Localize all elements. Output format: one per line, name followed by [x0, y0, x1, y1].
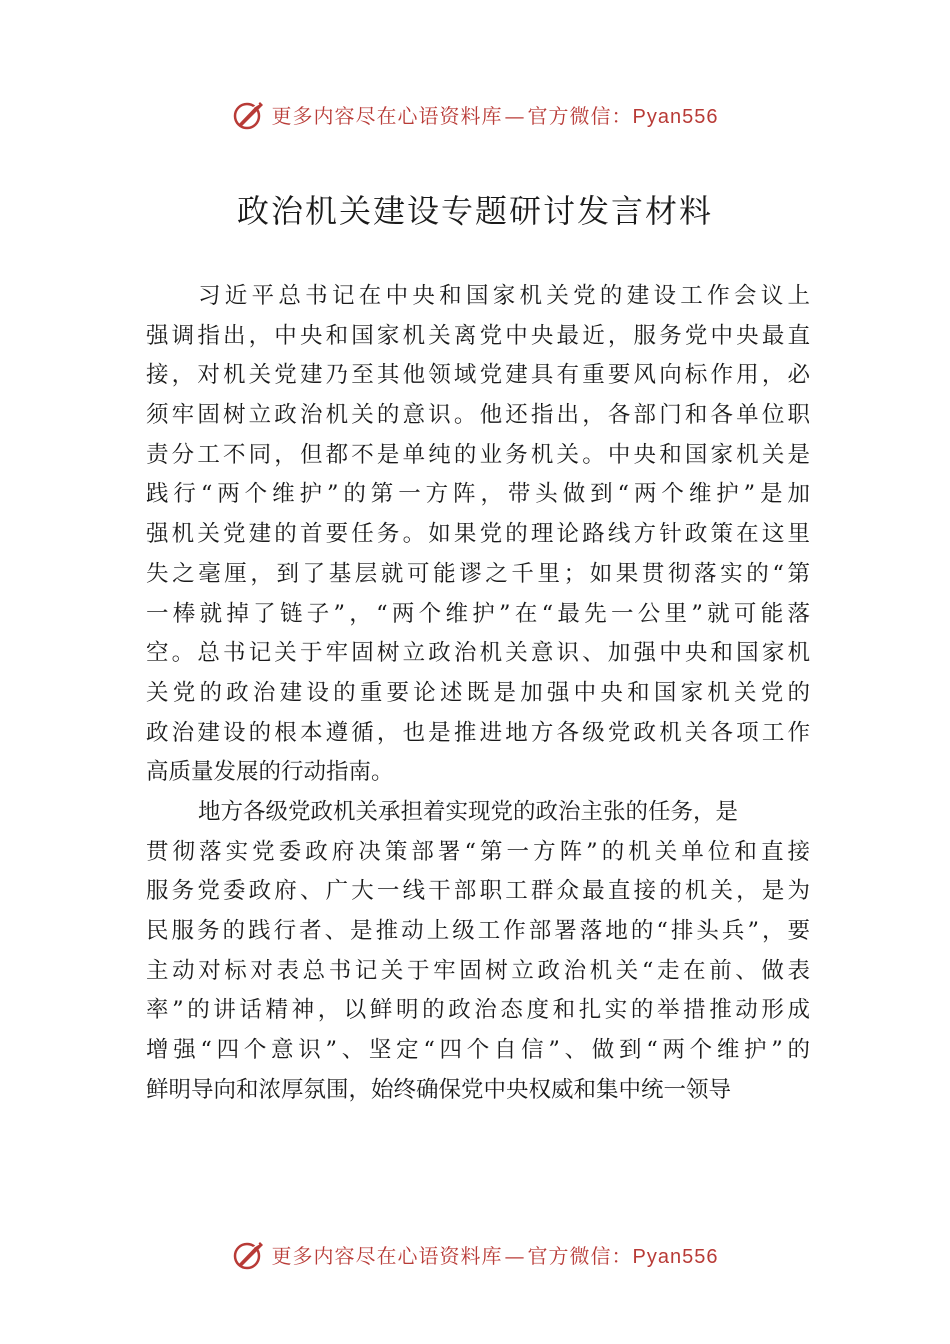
- text-line: 失之毫厘，到了基层就可能谬之千里；如果贯彻落实的“第: [146, 560, 810, 587]
- text-line: 高质量发展的行动指南。: [146, 759, 394, 786]
- banner-separator: —: [504, 1243, 526, 1268]
- page-title: 政治机关建设专题研讨发言材料: [236, 192, 713, 230]
- text-line: 强调指出，中央和国家机关离党中央最近，服务党中央最直: [146, 322, 810, 349]
- text-line: 接，对机关党建乃至其他领域党建具有重要风向标作用，必: [146, 362, 810, 389]
- text-line: 地方各级党政机关承担着实现党的政治主张的任务，是: [198, 799, 739, 825]
- header-banner: [0, 94, 950, 134]
- banner-text: [272, 1240, 719, 1269]
- text-line: 民服务的践行者、是推动上级工作部署落地的“排头兵”，要: [146, 918, 810, 945]
- text-line: 率”的讲话精神，以鲜明的政治态度和扎实的举措推动形成: [146, 997, 810, 1024]
- text-line: 空。总书记关于牢固树立政治机关意识、加强中央和国家机: [146, 640, 810, 667]
- text-line: 主动对标对表总书记关于牢固树立政治机关“走在前、做表: [146, 957, 810, 984]
- text-line: 责分工不同，但都不是单纯的业务机关。中央和国家机关是: [146, 441, 810, 468]
- banner-slogan: 更多内容尽在心语资料库: [271, 1243, 503, 1268]
- text-line: 贯彻落实党委政府决策部署“第一方阵”的机关单位和直接: [146, 838, 810, 865]
- banner-text: [272, 100, 719, 129]
- paragraph-1: [146, 277, 810, 793]
- paragraph-2: [146, 793, 810, 1111]
- text-line: 须牢固树立政治机关的意识。他还指出，各部门和各单位职: [146, 402, 810, 429]
- footer-banner: [0, 1234, 950, 1274]
- quill-logo-icon: [232, 1237, 266, 1271]
- text-line: 关党的政治建设的重要论述既是加强中央和国家机关党的: [146, 679, 810, 706]
- banner-separator: —: [504, 103, 526, 128]
- text-line: 政治建设的根本遵循，也是推进地方各级党政机关各项工作: [146, 719, 810, 746]
- text-line: 强机关党建的首要任务。如果党的理论路线方针政策在这里: [146, 521, 810, 548]
- banner-wechat: 官方微信：Pyan556: [527, 1245, 719, 1268]
- text-line: 践行“两个维护”的第一方阵，带头做到“两个维护”是加: [146, 481, 810, 508]
- quill-logo-icon: [232, 97, 266, 131]
- banner-wechat: 官方微信：Pyan556: [527, 105, 719, 128]
- text-line: 服务党委政府、广大一线干部职工群众最直接的机关，是为: [146, 878, 810, 905]
- text-line: 一棒就掉了链子”，“两个维护”在“最先一公里”就可能落: [146, 600, 810, 627]
- text-line: 增强“四个意识”、坚定“四个自信”、做到“两个维护”的: [146, 1037, 810, 1064]
- text-line: 鲜明导向和浓厚氛围，始终确保党中央权威和集中统一领导: [146, 1076, 732, 1103]
- text-line: 习近平总书记在中央和国家机关党的建设工作会议上: [198, 283, 810, 309]
- banner-slogan: 更多内容尽在心语资料库: [271, 103, 503, 128]
